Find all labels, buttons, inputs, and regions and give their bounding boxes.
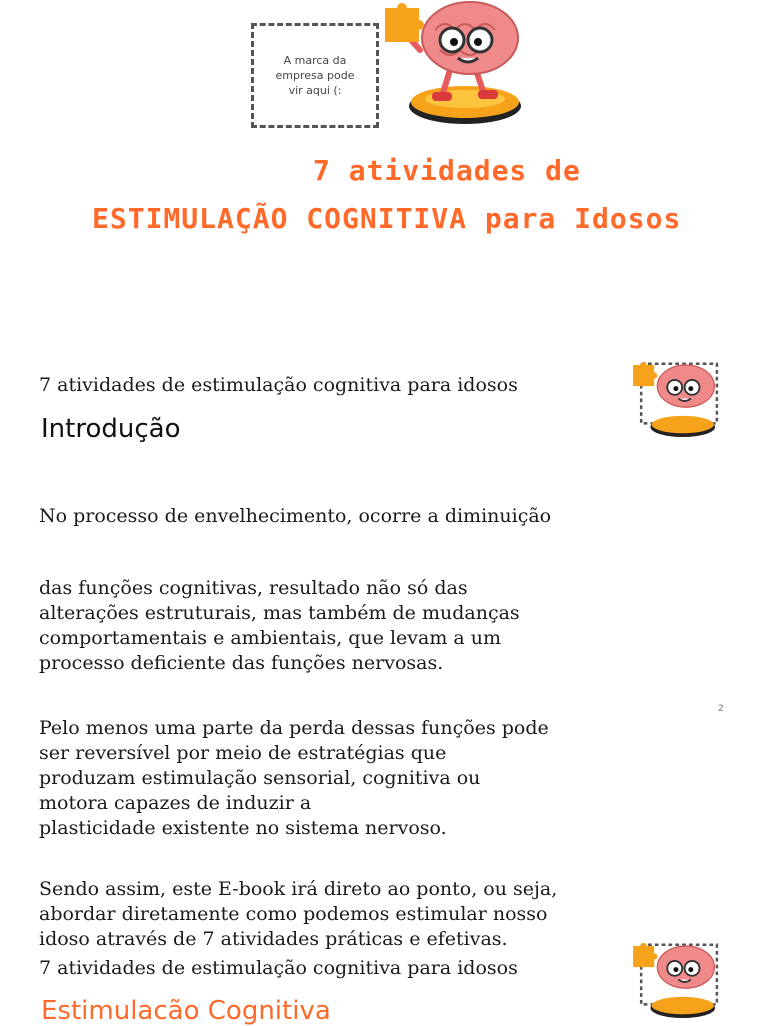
- puzzle-piece-icon: [385, 3, 424, 42]
- paragraph-1: No processo de envelhecimento, ocorre a diminuição: [39, 505, 552, 527]
- section-heading-introducao: Introdução: [41, 414, 181, 444]
- running-head: 7 atividades de estimulação cognitiva para idosos: [39, 374, 518, 396]
- paragraph-3: Pelo menos uma parte da perda dessas funções pode ser reversível por meio de estratégias que produzam estimulação sensorial, cognitiva ou motora capazes de induzir a plasticidade existente no sistema nervoso.: [39, 717, 549, 839]
- paragraph-4: Sendo assim, este E-book irá direto ao ponto, ou seja, abordar diretamente como podemos estimular nosso idoso através de 7 atividades práticas e efetivas.: [39, 878, 558, 950]
- paragraph-2: das funções cognitivas, resultado não só das alterações estruturais, mas também de mudanças comportamentais e ambientais, que levam a um processo deficiente das funções nervosas.: [39, 577, 520, 674]
- running-head-slide-3: 7 atividades de estimulação cognitiva para idosos: [39, 957, 518, 979]
- cover-title-line-1: 7 atividades de: [313, 154, 581, 187]
- brand-placeholder-box: [251, 23, 379, 128]
- brand-placeholder-text: A marca da empresa pode vir aqui (:: [275, 54, 355, 97]
- small-brain-mascot-icon: [630, 358, 720, 444]
- small-brain-mascot-icon-2: [630, 940, 720, 1024]
- brain-mascot-icon: [380, 0, 525, 132]
- page-number: 2: [718, 704, 724, 714]
- section-heading-estimulacao: Estimulacão Cognitiva: [41, 996, 331, 1026]
- cover-title-line-2: ESTIMULAÇÃO COGNITIVA para Idosos: [92, 202, 682, 235]
